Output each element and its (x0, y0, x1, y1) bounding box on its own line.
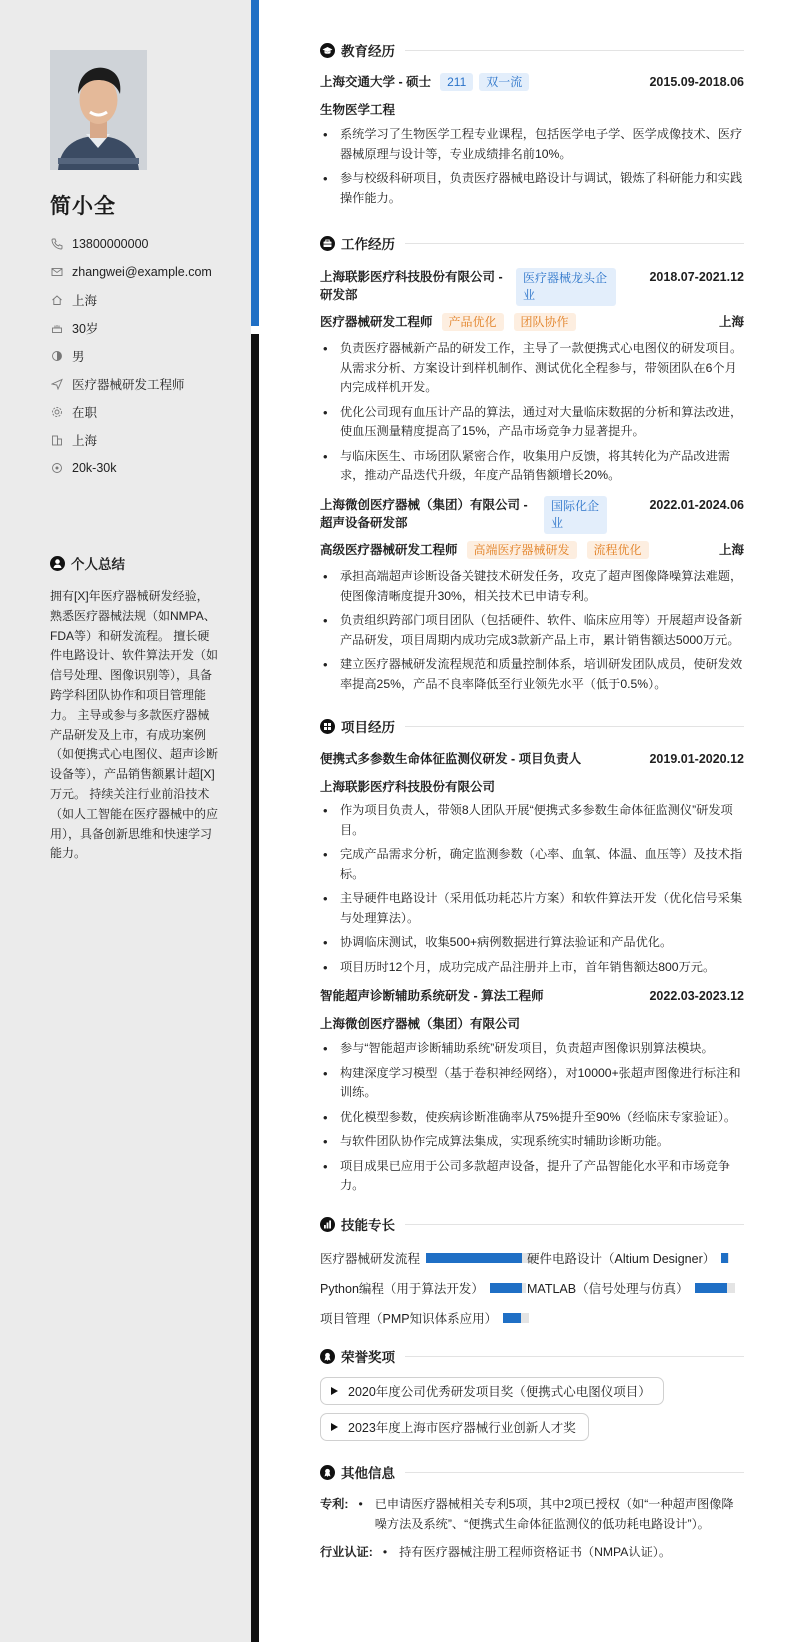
job-2-position: 高级医疗器械研发工程师 (320, 543, 458, 557)
skill-name: Python编程（用于算法开发） (320, 1282, 484, 1296)
grid-icon (320, 719, 335, 734)
project-2-org: 上海微创医疗器械（集团）有限公司 (320, 1017, 521, 1031)
list-item: • 参与校级科研项目，负责医疗器械电路设计与调试，锻炼了科研能力和实践操作能力。 (320, 169, 744, 208)
list-item: • 构建深度学习模型（基于卷积神经网络），对10000+张超声图像进行标注和训练。 (320, 1064, 744, 1103)
info-job (50, 370, 240, 398)
list-item: • 主导硬件电路设计（采用低功耗芯片方案）和软件算法开发（优化信号采集与处理算法）。 (320, 889, 744, 928)
job-1-tag: 团队协作 (514, 313, 576, 331)
skill-bar (721, 1253, 729, 1263)
info-city (50, 426, 240, 454)
skill-bar-fill (426, 1253, 522, 1263)
play-icon (331, 1387, 338, 1395)
job-2-date: 2022.01-2024.06 (649, 498, 744, 512)
user-icon (50, 556, 65, 571)
job-2-company-row (320, 496, 607, 534)
work-heading (320, 233, 744, 253)
contact-info-list (50, 230, 240, 482)
info-email (50, 258, 240, 286)
info-home (50, 286, 240, 314)
info-job-text: 医疗器械研发工程师 (72, 378, 185, 392)
list-item: • 作为项目负责人，带领8人团队开展“便携式多参数生命体征监测仪”研发项目。 (320, 801, 744, 840)
avatar-photo-icon (50, 50, 147, 170)
section-divider (405, 726, 744, 727)
list-item: • 优化模型参数，使疾病诊断准确率从75%提升至90%（经临床专家验证）。 (320, 1108, 744, 1128)
education-heading (320, 40, 744, 60)
candidate-name: 简小全 (50, 195, 116, 218)
skill-bar-fill (490, 1283, 522, 1293)
summary-title: 个人总结 (71, 557, 125, 572)
skill-bar-fill (695, 1283, 727, 1293)
graduation-cap-icon (320, 43, 335, 58)
job-1-position: 医疗器械研发工程师 (320, 315, 433, 329)
info-salary-text: 20k-30k (72, 461, 117, 475)
bullet-dot: • (358, 1497, 363, 1511)
other-heading (320, 1462, 744, 1482)
job-1-header (320, 268, 744, 306)
project-1-header (320, 750, 744, 768)
award-icon (320, 1349, 335, 1364)
briefcase-icon (320, 236, 335, 251)
job-2-header (320, 496, 744, 534)
bar-chart-icon (320, 1217, 335, 1232)
education-date: 2015.09-2018.06 (649, 75, 744, 89)
project-2-header (320, 987, 744, 1005)
skill-bar-fill (503, 1313, 521, 1323)
job-2-bullets (320, 567, 744, 699)
info-phone (50, 230, 240, 258)
list-item: • 与临床医生、市场团队紧密合作，收集用户反馈，将其转化为产品改进需求，推动产品迭代升级，年度产品销售额增长20%。 (320, 447, 744, 486)
section-divider (405, 1224, 744, 1225)
info-age-text: 30岁 (72, 322, 99, 336)
education-bullets (320, 125, 744, 213)
project-1-org: 上海联影医疗科技股份有限公司 (320, 780, 496, 794)
education-major: 生物医学工程 (320, 103, 396, 117)
avatar (50, 50, 147, 170)
skill-name: 项目管理（PMP知识体系应用） (320, 1312, 498, 1326)
job-1-city: 上海 (718, 315, 744, 329)
salary-icon (50, 461, 64, 475)
other-text: 已申请医疗器械相关专利5项，其中2项已授权（如“一种超声图像降噪方法及系统”、“便携式生命体征监测仪的低功耗电路设计”）。 (374, 1497, 734, 1531)
home-icon (50, 293, 64, 307)
list-item: • 参与“智能超声诊断辅助系统”研发项目，负责超声图像识别算法模块。 (320, 1039, 744, 1059)
play-icon (331, 1423, 338, 1431)
other-text: 持有医疗器械注册工程师资格证书（NMPA认证）。 (399, 1545, 672, 1559)
skill-item (527, 1249, 729, 1267)
gender-icon (50, 349, 64, 363)
job-1-date: 2018.07-2021.12 (649, 270, 744, 284)
summary-heading (50, 553, 125, 573)
job-2-company: 上海微创医疗器械（集团）有限公司 - 超声设备研发部 (320, 498, 528, 530)
project-1-name: 便携式多参数生命体征监测仪研发 - 项目负责人 (320, 752, 582, 766)
info-gender (50, 342, 240, 370)
honors-heading (320, 1346, 744, 1366)
job-2-position-row (320, 541, 744, 559)
skill-bar (426, 1253, 533, 1263)
education-tag: 211 (440, 73, 473, 91)
skill-bar (490, 1283, 526, 1293)
list-item: • 与软件团队协作完成算法集成，实现系统实时辅助诊断功能。 (320, 1132, 744, 1152)
work-title: 工作经历 (341, 237, 395, 252)
info-salary (50, 454, 240, 482)
info-home-text: 上海 (72, 294, 98, 308)
info-status-text: 在职 (72, 406, 98, 420)
job-1-company-tag: 医疗器械龙头企业 (516, 268, 616, 306)
list-item: • 项目历时12个月，成功完成产品注册并上市，首年销售额达800万元。 (320, 958, 744, 978)
job-1-tag: 产品优化 (442, 313, 504, 331)
skill-bar (503, 1313, 529, 1323)
job-2-company-tag: 国际化企业 (544, 496, 607, 534)
list-item: • 优化公司现有血压计产品的算法，通过对大量临床数据的分析和算法改进，使血压测量精度提高了15%，产品市场竞争力显著提升。 (320, 403, 744, 442)
info-gender-text: 男 (72, 350, 85, 364)
job-icon (50, 377, 64, 391)
phone-icon (50, 237, 64, 251)
age-icon (50, 321, 64, 335)
info-city-text: 上海 (72, 434, 98, 448)
project-1-date: 2019.01-2020.12 (649, 752, 744, 766)
skill-name: 硬件电路设计（Altium Designer） (527, 1252, 716, 1266)
job-1-position-row (320, 313, 744, 331)
other-row (320, 1543, 744, 1563)
project-2-date: 2022.03-2023.12 (649, 989, 744, 1003)
skill-name: 医疗器械研发流程 (320, 1252, 421, 1266)
education-school: 上海交通大学 - 硕士 (320, 75, 432, 89)
skills-title: 技能专长 (341, 1218, 395, 1233)
job-2-city: 上海 (718, 543, 744, 557)
section-divider (405, 1472, 744, 1473)
list-item: • 协调临床测试，收集500+病例数据进行算法验证和产品优化。 (320, 933, 744, 953)
skill-item (527, 1279, 735, 1297)
projects-heading (320, 716, 744, 736)
honor-text: 2020年度公司优秀研发项目奖（便携式心电图仪项目） (348, 1385, 651, 1399)
skill-item (320, 1249, 533, 1267)
skill-bar-fill (721, 1253, 728, 1263)
accent-bar-black (251, 334, 259, 1642)
info-age (50, 314, 240, 342)
list-item: • 系统学习了生物医学工程专业课程，包括医学电子学、医学成像技术、医疗器械原理与设计等，专业成绩排名前10%。 (320, 125, 744, 164)
project-2-bullets (320, 1039, 744, 1201)
list-item: • 完成产品需求分析，确定监测参数（心率、血氧、体温、血压等）及技术指标。 (320, 845, 744, 884)
job-1-company-row (320, 268, 616, 306)
skill-name: MATLAB（信号处理与仿真） (527, 1282, 689, 1296)
other-label: 专利: (320, 1497, 349, 1511)
section-divider (405, 1356, 744, 1357)
job-2-tag: 流程优化 (587, 541, 649, 559)
info-status (50, 398, 240, 426)
education-tag: 双一流 (479, 73, 529, 91)
skill-bar (695, 1283, 735, 1293)
education-entry-header (320, 73, 744, 91)
skill-item (320, 1279, 526, 1297)
accent-bar-blue (251, 0, 259, 326)
project-2-name: 智能超声诊断辅助系统研发 - 算法工程师 (320, 989, 544, 1003)
project-1-bullets (320, 801, 744, 982)
job-2-tag: 高端医疗器械研发 (467, 541, 577, 559)
list-item: • 建立医疗器械研发流程规范和质量控制体系，培训研发团队成员，使研发效率提高25%，产品不良率降低至行业领先水平（低于0.5%）。 (320, 655, 744, 694)
honor-item[interactable] (320, 1413, 589, 1441)
city-icon (50, 433, 64, 447)
info-phone-text: 13800000000 (72, 237, 149, 251)
mail-icon (50, 265, 64, 279)
education-school-row (320, 73, 529, 91)
list-item: • 承担高端超声诊断设备关键技术研发任务，攻克了超声图像降噪算法难题，使图像清晰度提升30%，相关技术已申请专利。 (320, 567, 744, 606)
other-row (320, 1495, 744, 1534)
list-item: • 负责组织跨部门项目团队（包括硬件、软件、临床应用等）开展超声设备新产品研发，项目周期内成功完成3款新产品上市，累计销售额达5000万元。 (320, 611, 744, 650)
education-title: 教育经历 (341, 44, 395, 59)
other-label: 行业认证: (320, 1545, 373, 1559)
honor-text: 2023年度上海市医疗器械行业创新人才奖 (348, 1421, 576, 1435)
job-1-position-group (320, 313, 576, 331)
projects-title: 项目经历 (341, 720, 395, 735)
list-item: • 负责医疗器械新产品的研发工作，主导了一款便携式心电图仪的研发项目。从需求分析、方案设计到样机制作、测试优化全程参与，带领团队在6个月内完成样机开发。 (320, 339, 744, 398)
job-1-bullets (320, 339, 744, 491)
section-divider (405, 243, 744, 244)
job-1-company: 上海联影医疗科技股份有限公司 - 研发部 (320, 270, 503, 302)
status-icon (50, 405, 64, 419)
award-icon (320, 1465, 335, 1480)
job-2-position-group (320, 541, 649, 559)
list-item: • 项目成果已应用于公司多款超声设备，提升了产品智能化水平和市场竞争力。 (320, 1157, 744, 1196)
skills-heading (320, 1214, 744, 1234)
bullet-dot: • (382, 1545, 388, 1559)
summary-text: 拥有[X]年医疗器械研发经验，熟悉医疗器械法规（如NMPA、FDA等）和研发流程。 擅长硬件电路设计、软件算法开发（如信号处理、图像识别等），具备跨学科团队协作和项目管理能力。 主导或参与多款医疗器械产品研发及上市，有成功案例（如便携式心电图仪、超声诊断设备等），产品销售额累计超[X]万元。 持续关注行业前沿技术（如人工智能在医疗器械中的应用），具备创新思维和快速学习能力。 (50, 589, 219, 861)
other-title: 其他信息 (341, 1466, 395, 1481)
info-email-text: zhangwei@example.com (72, 265, 212, 279)
honors-title: 荣誉奖项 (341, 1350, 395, 1365)
skill-item (320, 1309, 529, 1327)
honor-item[interactable] (320, 1377, 664, 1405)
section-divider (405, 50, 744, 51)
